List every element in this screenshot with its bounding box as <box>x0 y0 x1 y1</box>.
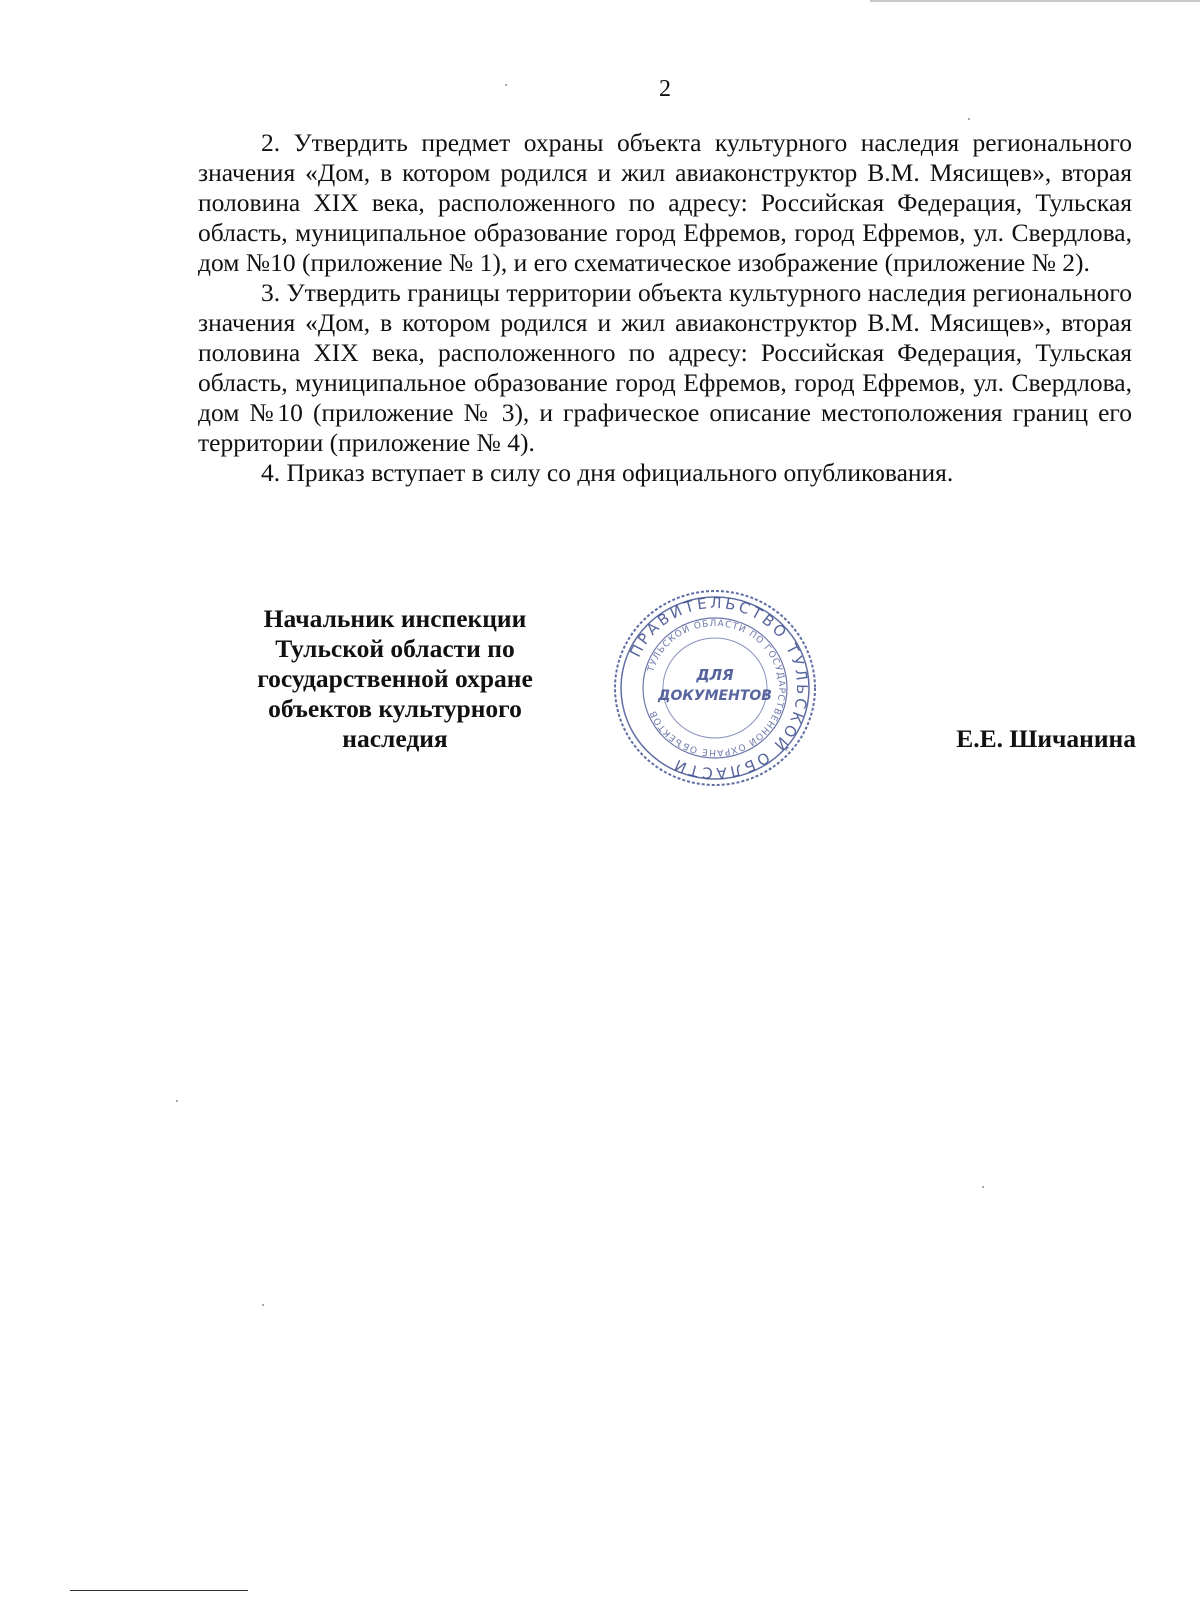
seal-outer-text: ПРАВИТЕЛЬСТВО ТУЛЬСКОЙ ОБЛАСТИ <box>626 593 812 783</box>
page-number: 2 <box>659 76 671 102</box>
scan-speck <box>262 1304 264 1306</box>
signer-position <box>220 604 570 754</box>
signer-name: Е.Е. Шичанина <box>956 724 1136 753</box>
footnote-separator <box>70 1590 248 1591</box>
seal-center-line-1: ДЛЯ <box>696 666 734 684</box>
paragraph-item-3: 3. Утвердить границы территории объекта культурного наследия регионального значения «Дом, в котором родился и жил авиаконструктор В.М. Мясищев», вторая половина XIX века, расположенного по адресу: Российская Федерация, Тульская область, муниципальное образование город Ефремов, город Ефремов, ул. Свердлова, дом №10 (приложение № 3), и графическое описание местоположения границ его территории (приложение № 4). <box>198 278 1132 457</box>
signer-position-line: Тульской области по <box>275 634 515 663</box>
official-seal <box>610 588 820 788</box>
scan-speck <box>968 118 970 120</box>
scan-speck <box>505 84 507 86</box>
signer-position-line: наследия <box>342 724 448 753</box>
signer-position-line: Начальник инспекции <box>263 604 527 633</box>
scan-speck <box>176 1100 178 1102</box>
signer-position-line: государственной охране <box>257 664 533 693</box>
paragraph-item-2: 2. Утвердить предмет охраны объекта культурного наследия регионального значения «Дом, в котором родился и жил авиаконструктор В.М. Мясищев», вторая половина XIX века, расположенного по адресу: Российская Федерация, Тульская область, муниципальное образование город Ефремов, город Ефремов, ул. Свердлова, дом №10 (приложение № 1), и его схематическое изображение (приложение № 2). <box>198 128 1132 277</box>
seal-center-line-2: ДОКУМЕНТОВ <box>658 688 772 704</box>
scan-edge-line <box>870 0 1200 2</box>
seal-inner-text: ТУЛЬСКОЙ ОБЛАСТИ ПО ГОСУДАРСТВЕННОЙ ОХРАНЕ ОБЪЕКТОВ <box>646 618 787 758</box>
order-body <box>198 128 1132 488</box>
signer-position-line: объектов культурного <box>268 694 522 723</box>
scan-speck <box>982 1186 984 1188</box>
paragraph-item-4: 4. Приказ вступает в силу со дня официального опубликования. <box>261 458 954 487</box>
